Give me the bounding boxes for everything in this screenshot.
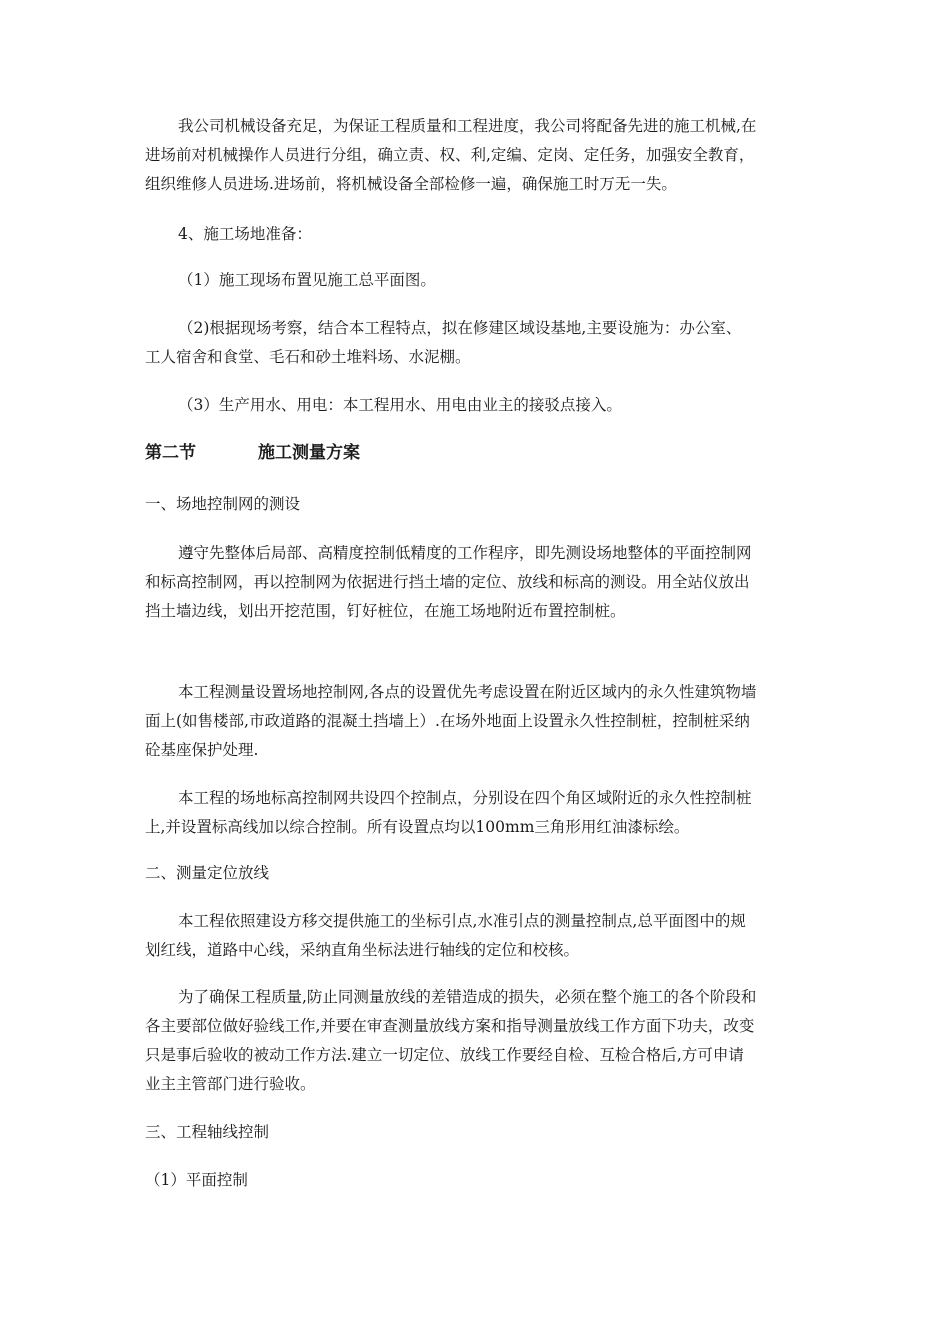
paragraph-line: 进场前对机械操作人员进行分组，确立责、权、利,定编、定岗、定任务，加强安全教育， xyxy=(145,146,755,164)
subheading: 二、测量定位放线 xyxy=(145,864,270,882)
paragraph-line: 遵守先整体后局部、高精度控制低精度的工作程序，即先测设场地整体的平面控制网 xyxy=(178,544,752,562)
paragraph-line: 只是事后验收的被动工作方法.建立一切定位、放线工作要经自检、互检合格后,方可申请 xyxy=(145,1046,744,1064)
paragraph-line: 划红线，道路中心线，采纳直角坐标法进行轴线的定位和校核。 xyxy=(145,941,580,959)
subheading: 三、工程轴线控制 xyxy=(145,1123,270,1141)
list-item: （1）施工现场布置见施工总平面图。 xyxy=(178,271,436,289)
paragraph-line: 挡土墙边线，划出开挖范围，钉好桩位，在施工场地附近布置控制桩。 xyxy=(145,602,626,620)
paragraph-line: 组织维修人员进场.进场前，将机械设备全部检修一遍，确保施工时万无一失。 xyxy=(145,175,677,193)
section-title: 施工测量方案 xyxy=(258,443,360,463)
paragraph-line: 本工程的场地标高控制网共设四个控制点，分别设在四个角区域附近的永久性控制桩 xyxy=(178,789,752,807)
paragraph-line: 砼基座保护处理. xyxy=(145,741,259,759)
paragraph-line: 工人宿舍和食堂、毛石和砂土堆料场、水泥棚。 xyxy=(145,348,471,366)
paragraph-line: 各主要部位做好验线工作,并要在审查测量放线方案和指导测量放线工作方面下功夫，改变 xyxy=(145,1017,755,1035)
list-item: （1）平面控制 xyxy=(145,1171,248,1189)
paragraph-line: 我公司机械设备充足，为保证工程质量和工程进度，我公司将配备先进的施工机械,在 xyxy=(178,117,757,135)
paragraph-line: 为了确保工程质量,防止同测量放线的差错造成的损失，必须在整个施工的各个阶段和 xyxy=(178,988,757,1006)
paragraph-line: 本工程依照建设方移交提供施工的坐标引点,水准引点的测量控制点,总平面图中的规 xyxy=(178,912,746,930)
paragraph-line: 本工程测量设置场地控制网,各点的设置优先考虑设置在附近区域内的永久性建筑物墙 xyxy=(178,683,757,701)
list-item: （3）生产用水、用电：本工程用水、用电由业主的接驳点接入。 xyxy=(178,396,622,414)
section-number: 第二节 xyxy=(145,443,196,463)
paragraph-line: 上,并设置标高线加以综合控制。所有设置点均以100mm三角形用红油漆标绘。 xyxy=(145,818,690,836)
subheading: 一、场地控制网的测设 xyxy=(145,495,301,513)
paragraph-line: 业主主管部门进行验收。 xyxy=(145,1075,316,1093)
paragraph-line: 面上(如售楼部,市政道路的混凝土挡墙上）.在场外地面上设置永久性控制桩，控制桩采纳 xyxy=(145,712,750,730)
paragraph-line: 和标高控制网，再以控制网为依据进行挡土墙的定位、放线和标高的测设。用全站仪放出 xyxy=(145,573,750,591)
paragraph-line: （2)根据现场考察，结合本工程特点，拟在修建区域设基地,主要设施为：办公室、 xyxy=(178,319,742,337)
list-item: 4、施工场地准备： xyxy=(178,225,312,243)
